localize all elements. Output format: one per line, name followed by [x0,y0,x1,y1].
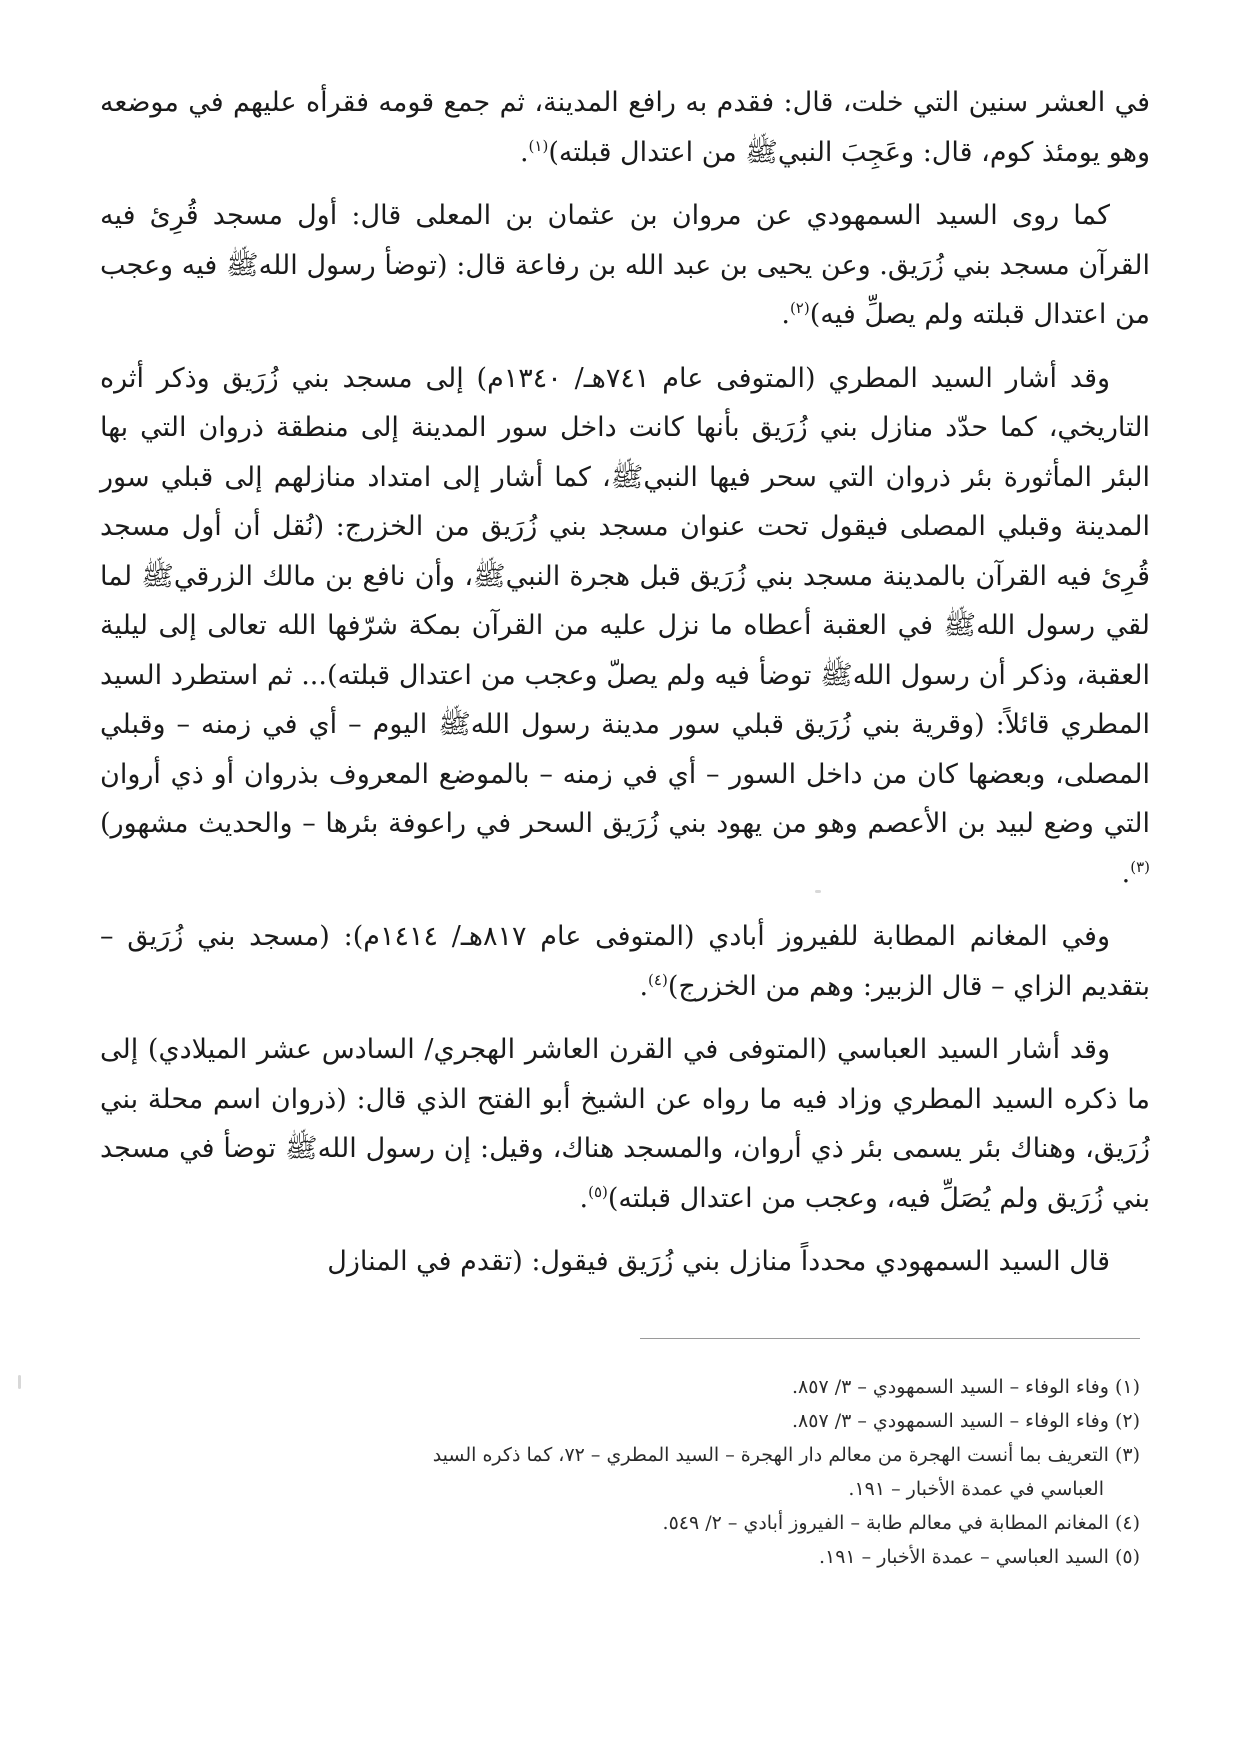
paragraph-text: وقد أشار السيد العباسي (المتوفى في القرن العاشر الهجري/ السادس عشر الميلادي) إلى ما ذكره السيد المطري وزاد فيه ما رواه عن الشيخ أبو الفتح الذي قال: (ذروان اسم محلة بني زُرَيق، وهناك بئر يسمى بئر ذي أروان، والمسجد هناك، وقيل: إن رسول اللهﷺ توضأ في مسجد بني زُرَيق ولم يُصَلِّ فيه، وعجب من اعتدال قبلته) [100,1034,1150,1214]
footnote-ref[interactable]: (٣) [1130,857,1150,876]
paragraph-4 [100,912,1150,1011]
footnote-4 [110,1506,1140,1540]
footnote-text: السيد العباسي – عمدة الأخبار – ١٩١. [818,1546,1109,1568]
footnote-ref[interactable]: (٥) [588,1182,608,1201]
page-body [100,78,1150,1301]
footnote-number: (١) [1114,1376,1140,1398]
footnote-number: (٥) [1114,1546,1140,1568]
paragraph-1 [100,78,1150,177]
footnote-3 [110,1438,1140,1506]
footnote-number: (٤) [1114,1512,1140,1534]
footnotes [110,1370,1140,1574]
footnote-number: (٢) [1114,1410,1140,1432]
paragraph-text: وقد أشار السيد المطري (المتوفى عام ٧٤١هـ/ ١٣٤٠م) إلى مسجد بني زُرَيق وذكر أثره التاريخي، كما حدّد منازل بني زُرَيق بأنها كانت داخل سور المدينة إلى منطقة ذروان التي بها البئر المأثورة بئر ذروان التي سحر فيها النبيﷺ، كما أشار إلى امتداد منازلهم إلى قبلي سور المدينة وقبلي المصلى فيقول تحت عنوان مسجد بني زُرَيق من الخزرج: (نُقل أن أول مسجد قُرِئ فيه القرآن بالمدينة مسجد بني زُرَيق قبل هجرة النبيﷺ، وأن نافع بن مالك الزرقيﷺ لما لقي رسول اللهﷺ في العقبة أعطاه ما نزل عليه من القرآن بمكة شرّفها الله تعالى إلى ليلية العقبة، وذكر أن رسول اللهﷺ توضأ فيه ولم يصلّ وعجب من اعتدال قبلته)... ثم استطرد السيد المطري قائلاً: (وقرية بني زُرَيق قبلي سور مدينة رسول اللهﷺ اليوم – أي في زمنه – وقبلي المصلى، وبعضها كان من داخل السور – أي في زمنه – بالموضع المعروف بذروان أو ذي أروان التي وضع لبيد بن الأعصم وهو من يهود بني زُرَيق السحر في راعوفة بئرها – والحديث مشهور) [100,362,1150,839]
scan-speck [815,890,821,893]
footnote-text: وفاء الوفاء – السيد السمهودي – ٣/ ٨٥٧. [792,1376,1109,1398]
paragraph-3 [100,354,1150,899]
scan-speck [18,1375,21,1389]
paragraph-6 [100,1237,1150,1287]
footnote-number: (٣) [1114,1444,1140,1466]
footnote-5 [110,1540,1140,1574]
paragraph-2 [100,191,1150,340]
paragraph-tail: . [579,1182,589,1214]
footnote-text: المغانم المطابة في معالم طابة – الفيروز أبادي – ٢/ ٥٤٩. [662,1512,1109,1534]
paragraph-tail: . [1121,857,1131,889]
paragraph-text: وفي المغانم المطابة للفيروز أبادي (المتوفى عام ٨١٧هـ/ ١٤١٤م): (مسجد بني زُرَيق – بتقديم الزاي – قال الزبير: وهم من الخزرج) [100,921,1150,1002]
paragraph-5 [100,1025,1150,1223]
footnote-ref[interactable]: (٤) [648,970,668,989]
footnote-2 [110,1404,1140,1438]
paragraph-tail: . [519,136,529,168]
footnote-divider [640,1338,1140,1339]
footnote-continuation: العباسي في عمدة الأخبار – ١٩١. [848,1478,1104,1500]
footnote-1 [110,1370,1140,1404]
paragraph-tail: . [781,299,790,330]
footnote-ref[interactable]: (١) [528,136,549,155]
paragraph-text: قال السيد السمهودي محدداً منازل بني زُرَيق فيقول: (تقدم في المنازل [327,1246,1110,1277]
footnote-text: التعريف بما أنست الهجرة من معالم دار الهجرة – السيد المطري – ٧٢، كما ذكره السيد [432,1444,1109,1466]
paragraph-text: كما روى السيد السمهودي عن مروان بن عثمان بن المعلى قال: أول مسجد قُرِئ فيه القرآن مسجد بني زُرَيق. وعن يحيى بن عبد الله بن رفاعة قال: (توضأ رسول اللهﷺ فيه وعجب من اعتدال قبلته ولم يصلِّ فيه) [100,200,1150,330]
paragraph-text: في العشر سنين التي خلت، قال: فقدم به رافع المدينة، ثم جمع قومه فقرأه عليهم في موضعه وهو يومئذ كوم، قال: وعَجِبَ النبيﷺ من اعتدال قبلته) [100,87,1150,168]
footnote-text: وفاء الوفاء – السيد السمهودي – ٣/ ٨٥٧. [792,1410,1109,1432]
footnote-ref[interactable]: (٢) [789,299,810,317]
paragraph-tail: . [639,970,649,1002]
